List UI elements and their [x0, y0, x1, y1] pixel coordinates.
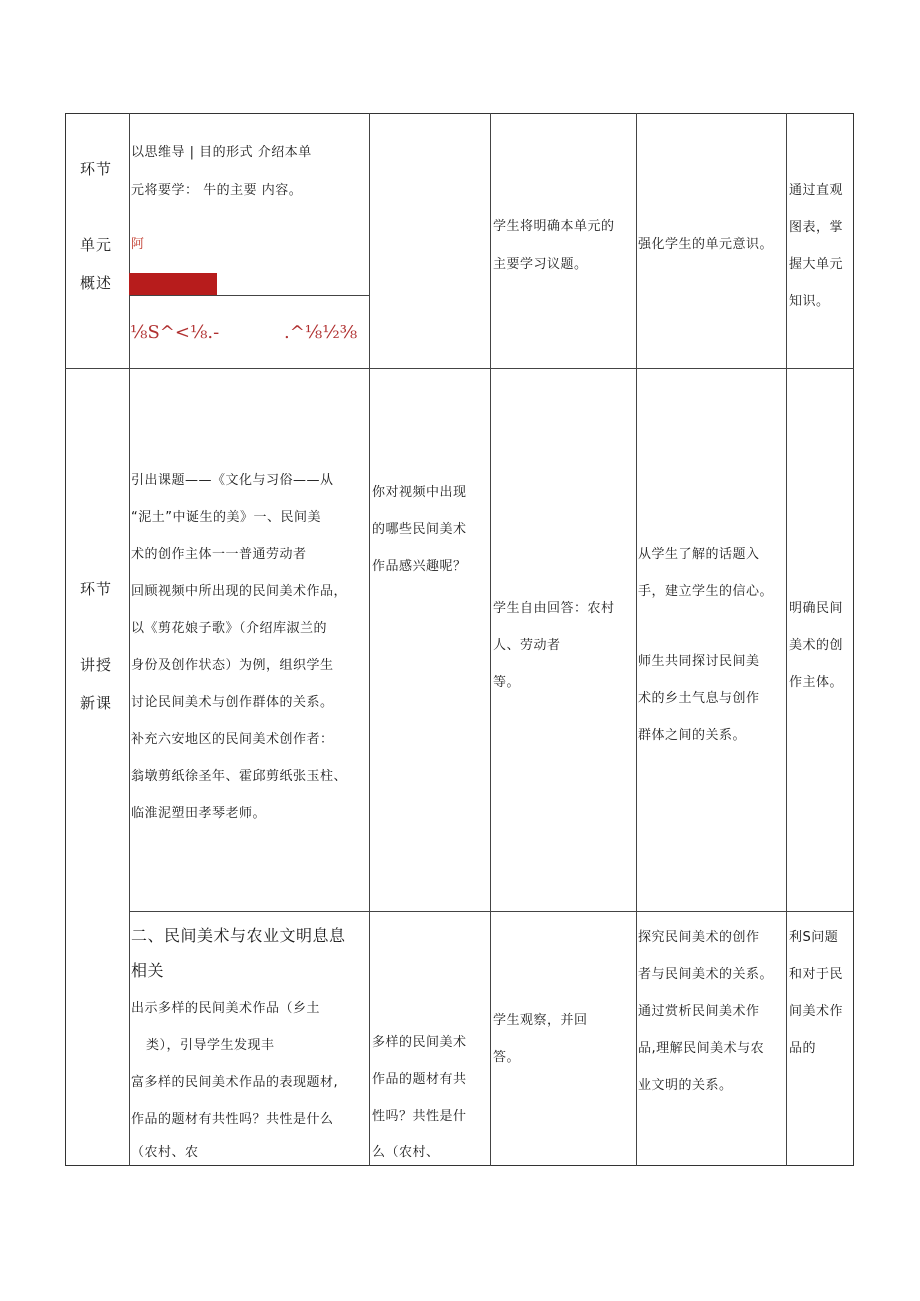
row2-intent-line5: 术的乡土气息与创作	[638, 691, 760, 706]
row3-content-line3: 富多样的民间美术作品的表现题材,	[131, 1075, 339, 1090]
row3-intent-line2: 者与民间美术的关系。	[638, 967, 774, 982]
row2-content-line8: 补充六安地区的民间美术创作者：	[131, 732, 334, 747]
row2-content-line6: 身份及创作状态）为例，组织学生	[131, 658, 334, 673]
row3-content-line2: 类），引导学生发现丰	[146, 1038, 275, 1053]
column-divider	[786, 113, 787, 1166]
row2-student-line2: 人、劳动者	[493, 638, 561, 653]
row3-note-line3: 间美术作	[789, 1004, 844, 1019]
row2-question-line3: 作品感兴趣呢？	[372, 559, 467, 574]
row2-student-line1: 学生自由回答：农村	[493, 601, 615, 616]
row2-note-line1: 明确民间	[789, 601, 844, 616]
row1-note-line4: 知识。	[789, 294, 830, 309]
row-divider	[129, 911, 854, 912]
row2-note-line2: 美术的创	[789, 638, 844, 653]
row2-student-line3: 等。	[493, 675, 521, 690]
row2-content-line1: 引出课题——《文化与习俗——从	[131, 473, 334, 488]
row3-heading-line1: 二、民间美术与农业文明息息	[131, 926, 346, 945]
row1-label-2: 单元	[80, 236, 113, 254]
row2-note-line3: 作主体。	[789, 675, 844, 690]
row1-student-line2: 主要学习议题。	[493, 257, 588, 272]
row2-content-line7: 讨论民间美术与创作群体的关系。	[131, 695, 334, 710]
row3-question-line4: 么（农村、	[372, 1145, 440, 1160]
row1-content-line1: 以思维导 | 目的形式 介绍本单	[131, 145, 312, 160]
row1-note-line3: 握大单元	[789, 257, 844, 272]
row2-content-line4: 回顾视频中所出现的民间美术作品，	[131, 584, 348, 599]
garbled-text-right: .^⅛½⅜	[284, 322, 358, 343]
row3-question-line2: 作品的题材有共	[372, 1072, 467, 1087]
row1-content-line2: 元将要学： 牛的主要 内容。	[131, 183, 303, 198]
row2-intent-line4: 师生共同探讨民间美	[638, 654, 760, 669]
row3-intent-line4: 品,理解民间美术与农	[638, 1041, 765, 1056]
column-divider	[129, 113, 130, 1166]
row3-content-line5: （农村、农	[131, 1145, 199, 1160]
column-divider	[490, 113, 491, 1166]
row2-label-3: 新课	[80, 694, 113, 712]
row2-content-line9: 翁墩剪纸徐圣年、霍邱剪纸张玉柱、	[131, 769, 348, 784]
inner-divider	[129, 295, 369, 296]
row2-content-line2: “泥土”中诞生的美》一、民间美	[131, 510, 321, 525]
row2-intent-line2: 手，建立学生的信心。	[638, 584, 774, 599]
row1-label-3: 概述	[80, 274, 113, 292]
row1-intent: 强化学生的单元意识。	[638, 237, 774, 252]
row2-question-line2: 的哪些民间美术	[372, 522, 467, 537]
row2-label-1: 环节	[80, 580, 113, 598]
row1-note-line1: 通过直观	[789, 183, 844, 198]
red-highlight-bar	[129, 273, 217, 295]
row2-intent-line6: 群体之间的关系。	[638, 728, 747, 743]
row3-student-line2: 答。	[493, 1050, 521, 1065]
row2-label-2: 讲授	[80, 656, 113, 674]
row3-note-line2: 和对于民	[789, 967, 844, 982]
row3-content-line1: 出示多样的民间美术作品（乡土	[131, 1001, 321, 1016]
row3-intent-line3: 通过赏析民间美术作	[638, 1004, 760, 1019]
row3-note-line1: 利S问题	[789, 930, 839, 945]
row3-question-line3: 性吗？共性是什	[372, 1109, 467, 1124]
row1-note-line2: 图表，掌	[789, 220, 844, 235]
row2-question-line1: 你对视频中出现	[372, 485, 467, 500]
row2-content-line3: 术的创作主体一一普通劳动者	[131, 547, 307, 562]
row3-note-line4: 品的	[789, 1041, 817, 1056]
row1-red-char: 阿	[131, 237, 145, 252]
row3-intent-line5: 业文明的关系。	[638, 1078, 733, 1093]
row3-content-line4: 作品的题材有共性吗？共性是什么	[131, 1112, 334, 1127]
row2-intent-line1: 从学生了解的话题入	[638, 547, 760, 562]
row2-content-line5: 以《剪花娘子歌》（介绍库淑兰的	[131, 621, 328, 636]
row1-label-1: 环节	[80, 160, 113, 178]
row3-intent-line1: 探究民间美术的创作	[638, 930, 760, 945]
row3-question-line1: 多样的民间美术	[372, 1035, 467, 1050]
row3-heading-line2: 相关	[131, 961, 165, 980]
column-divider	[636, 113, 637, 1166]
row3-student-line1: 学生观察，并回	[493, 1013, 588, 1028]
row1-student-line1: 学生将明确本单元的	[493, 219, 615, 234]
column-divider	[369, 113, 370, 1166]
row-divider	[65, 368, 854, 369]
row2-content-line10: 临淮泥塑田孝琴老师。	[131, 806, 267, 821]
garbled-text-left: ⅛S^<⅛.-	[130, 322, 220, 343]
